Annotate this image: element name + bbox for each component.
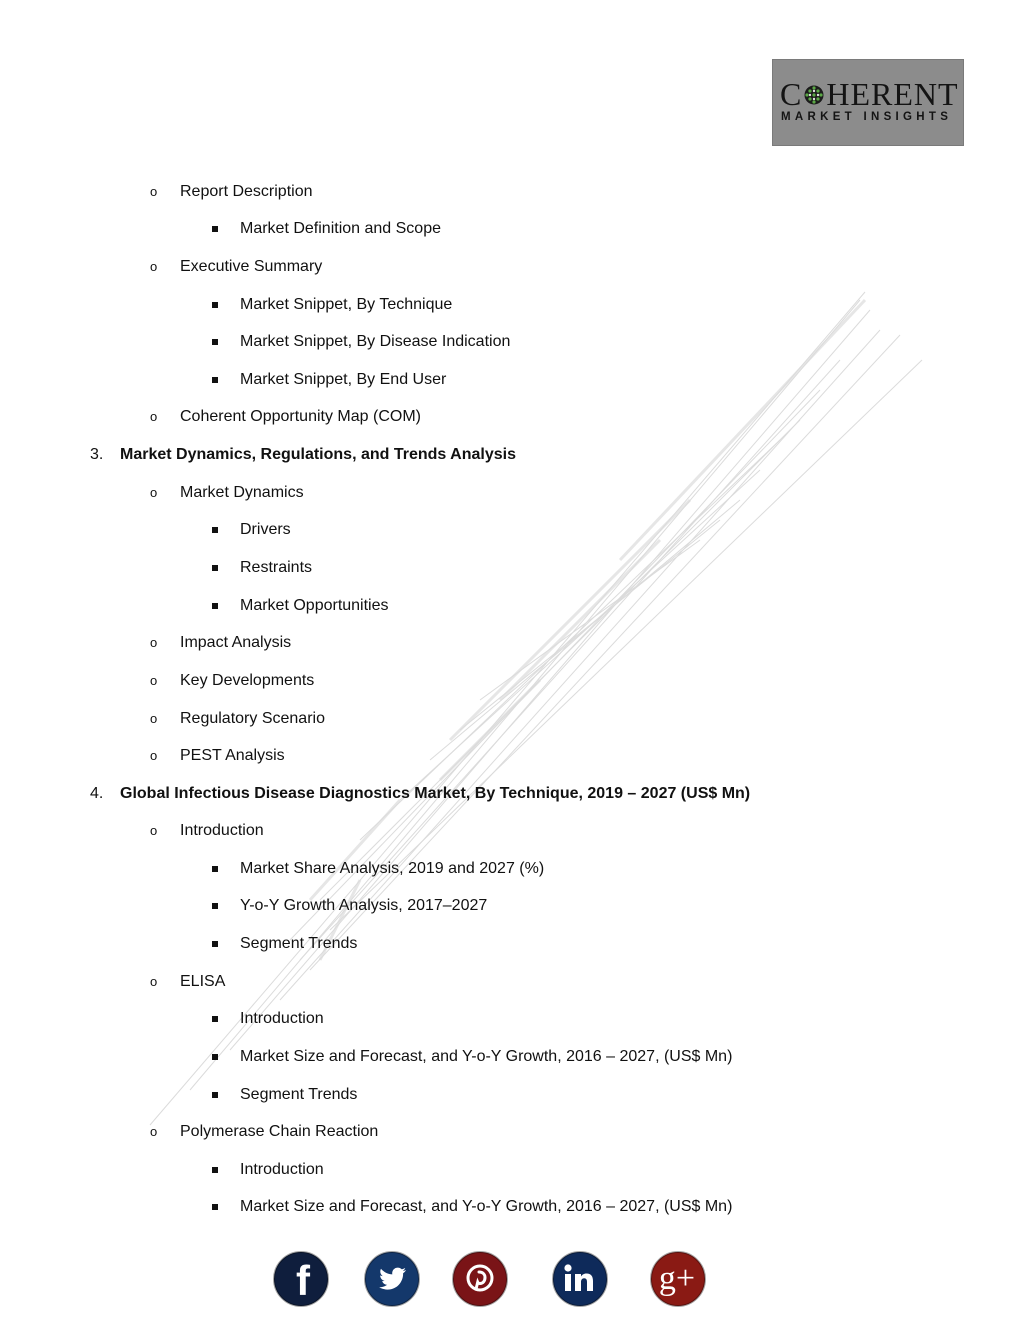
toc-item <box>150 972 226 992</box>
toc-item-label: ELISA <box>180 973 226 990</box>
toc-subitem-label: Market Size and Forecast, and Y-o-Y Growth, 2016 – 2027, (US$ Mn) <box>240 1048 733 1065</box>
square-bullet-icon <box>212 1016 218 1022</box>
circle-bullet-icon: o <box>150 673 158 688</box>
toc-item <box>150 407 421 427</box>
toc-subitem-label: Market Opportunities <box>240 597 389 614</box>
toc-subitem-label: Market Share Analysis, 2019 and 2027 (%) <box>240 860 545 877</box>
toc-subitem-label: Segment Trends <box>240 935 358 952</box>
toc-subitem <box>240 1085 357 1105</box>
toc-subitem-label: Market Snippet, By End User <box>240 371 447 388</box>
section-title: Global Infectious Disease Diagnostics Market, By Technique, 2019 – 2027 (US$ Mn) <box>120 785 751 802</box>
circle-bullet-icon: o <box>150 823 158 838</box>
toc-subitem <box>240 859 544 879</box>
toc-subitem-label: Introduction <box>240 1161 324 1178</box>
square-bullet-icon <box>212 339 218 345</box>
toc-subitem <box>240 896 487 916</box>
twitter-icon[interactable] <box>364 1251 420 1307</box>
toc-item-label: Introduction <box>180 822 264 839</box>
section-title: Market Dynamics, Regulations, and Trends Analysis <box>120 446 516 463</box>
toc-item-label: Regulatory Scenario <box>180 710 325 727</box>
toc-item <box>150 746 285 766</box>
toc-item <box>150 633 292 653</box>
toc-subitem <box>240 1047 732 1067</box>
circle-bullet-icon: o <box>150 711 158 726</box>
circle-bullet-icon: o <box>150 635 158 650</box>
square-bullet-icon <box>212 1054 218 1060</box>
circle-bullet-icon: o <box>150 184 158 199</box>
toc-item-label: Polymerase Chain Reaction <box>180 1123 379 1140</box>
toc-item <box>150 671 315 691</box>
toc-subitem <box>240 934 357 954</box>
toc-item <box>150 483 304 503</box>
square-bullet-icon <box>212 565 218 571</box>
circle-bullet-icon: o <box>150 974 158 989</box>
toc-subitem-label: Market Snippet, By Technique <box>240 296 453 313</box>
toc-item-label: Executive Summary <box>180 258 323 275</box>
toc-item <box>150 257 323 277</box>
circle-bullet-icon: o <box>150 409 158 424</box>
square-bullet-icon <box>212 226 218 232</box>
toc-item-label: Coherent Opportunity Map (COM) <box>180 408 421 425</box>
toc-subitem-label: Introduction <box>240 1010 324 1027</box>
toc-section-4 <box>90 784 751 804</box>
svg-text:g+: g+ <box>658 1260 696 1297</box>
square-bullet-icon <box>212 941 218 947</box>
toc-subitem <box>240 370 446 390</box>
toc-subitem-label: Restraints <box>240 559 313 576</box>
square-bullet-icon <box>212 866 218 872</box>
toc-subitem-label: Drivers <box>240 521 291 538</box>
toc-item-label: Report Description <box>180 183 313 200</box>
globe-icon <box>803 84 825 106</box>
circle-bullet-icon: o <box>150 748 158 763</box>
toc-subitem-label: Market Size and Forecast, and Y-o-Y Growth, 2016 – 2027, (US$ Mn) <box>240 1198 733 1215</box>
section-number: 3. <box>90 446 104 463</box>
googleplus-icon[interactable] <box>650 1251 706 1307</box>
toc-item-label: Impact Analysis <box>180 634 292 651</box>
toc-subitem <box>240 1009 324 1029</box>
facebook-icon[interactable] <box>273 1251 329 1307</box>
logo-wordmark: C HERENT <box>780 76 959 112</box>
square-bullet-icon <box>212 903 218 909</box>
circle-bullet-icon: o <box>150 259 158 274</box>
company-logo <box>772 59 964 146</box>
toc-item <box>150 182 313 202</box>
square-bullet-icon <box>212 1167 218 1173</box>
toc-item-label: Market Dynamics <box>180 484 304 501</box>
square-bullet-icon <box>212 377 218 383</box>
toc-item <box>150 709 325 729</box>
square-bullet-icon <box>212 527 218 533</box>
toc-subitem <box>240 1197 732 1217</box>
linkedin-icon[interactable] <box>552 1251 608 1307</box>
toc-subitem <box>240 1160 324 1180</box>
toc-subitem <box>240 295 452 315</box>
toc-subitem-label: Segment Trends <box>240 1086 358 1103</box>
toc-subitem-label: Market Snippet, By Disease Indication <box>240 333 511 350</box>
section-number: 4. <box>90 785 104 802</box>
toc-subitem <box>240 520 291 540</box>
circle-bullet-icon: o <box>150 485 158 500</box>
svg-text:f: f <box>296 1257 310 1304</box>
square-bullet-icon <box>212 1092 218 1098</box>
square-bullet-icon <box>212 1204 218 1210</box>
circle-bullet-icon: o <box>150 1124 158 1139</box>
toc-subitem-label: Market Definition and Scope <box>240 220 441 237</box>
square-bullet-icon <box>212 603 218 609</box>
toc-subitem <box>240 219 441 239</box>
logo-tagline: MARKET INSIGHTS <box>781 111 953 123</box>
toc-subitem <box>240 332 510 352</box>
toc-subitem <box>240 596 389 616</box>
toc-item <box>150 1122 379 1142</box>
toc-item <box>150 821 264 841</box>
square-bullet-icon <box>212 302 218 308</box>
toc-section-3 <box>90 445 516 465</box>
toc-subitem <box>240 558 312 578</box>
toc-subitem-label: Y-o-Y Growth Analysis, 2017–2027 <box>240 897 488 914</box>
pinterest-icon[interactable] <box>452 1251 508 1307</box>
toc-item-label: PEST Analysis <box>180 747 285 764</box>
toc-item-label: Key Developments <box>180 672 315 689</box>
